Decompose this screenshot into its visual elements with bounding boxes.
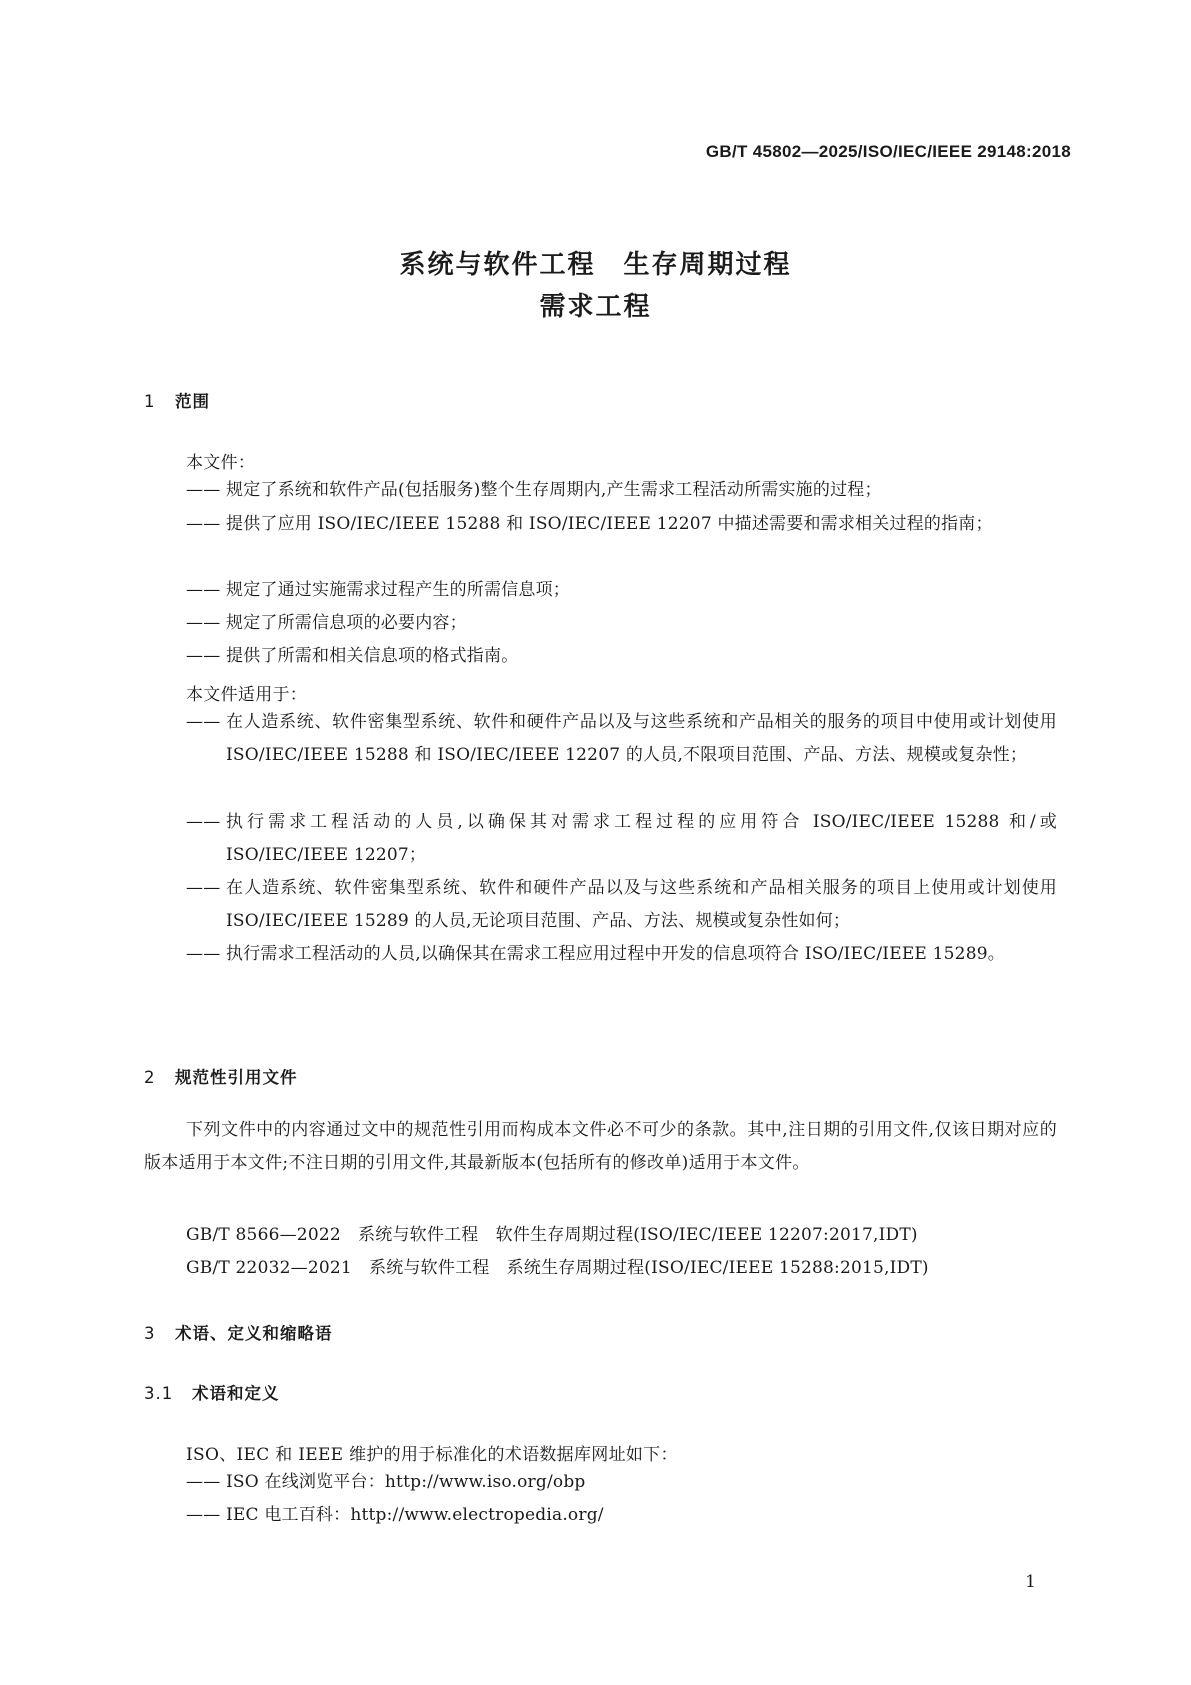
section-number: 2 bbox=[144, 1068, 156, 1087]
scope-intro: 本文件： bbox=[186, 453, 256, 473]
dash-mark: —— bbox=[186, 878, 221, 898]
section-3-heading bbox=[144, 1320, 333, 1344]
dash-mark: —— bbox=[186, 712, 221, 732]
dash-mark: —— bbox=[186, 944, 221, 964]
list-item: —— 规定了通过实施需求过程产生的所需信息项； bbox=[186, 574, 1057, 607]
list-item: —— IEC 电工百科：http://www.electropedia.org/ bbox=[186, 1499, 1057, 1532]
list-item: —— 规定了系统和软件产品(包括服务)整个生存周期内,产生需求工程活动所需实施的过程； bbox=[186, 474, 1057, 507]
list-item: —— 规定了所需信息项的必要内容； bbox=[186, 607, 1057, 640]
dash-mark: —— bbox=[186, 514, 221, 534]
terms-intro: ISO、IEC 和 IEEE 维护的用于标准化的术语数据库网址如下： bbox=[186, 1445, 678, 1465]
list-item: —— 执行需求工程活动的人员,以确保其对需求工程过程的应用符合 ISO/IEC/IEEE 15288 和/或 ISO/IEC/IEEE 12207； bbox=[186, 806, 1057, 872]
list-item: —— 执行需求工程活动的人员,以确保其在需求工程应用过程中开发的信息项符合 ISO/IEC/IEEE 15289。 bbox=[186, 938, 1057, 971]
section-3-1-heading bbox=[144, 1380, 280, 1404]
standard-code: GB/T 45802—2025/ISO/IEC/IEEE 29148:2018 bbox=[705, 142, 1071, 161]
section-number: 1 bbox=[144, 392, 156, 411]
section-title: 术语、定义和缩略语 bbox=[175, 1324, 333, 1343]
page-number: 1 bbox=[1025, 1572, 1036, 1592]
dash-mark: —— bbox=[186, 613, 221, 633]
dash-mark: —— bbox=[186, 646, 221, 666]
section-number: 3 bbox=[144, 1324, 156, 1343]
section-title: 范围 bbox=[175, 392, 210, 411]
dash-mark: —— bbox=[186, 480, 221, 500]
list-item: —— ISO 在线浏览平台：http://www.iso.org/obp bbox=[186, 1466, 1057, 1499]
normative-references-paragraph: 下列文件中的内容通过文中的规范性引用而构成本文件必不可少的条款。其中,注日期的引用文件,仅该日期对应的版本适用于本文件;不注日期的引用文件,其最新版本(包括所有的修改单)适用于本文件。 bbox=[144, 1120, 1057, 1173]
list-item: —— 提供了应用 ISO/IEC/IEEE 15288 和 ISO/IEC/IEEE 12207 中描述需要和需求相关过程的指南； bbox=[186, 508, 1057, 541]
dash-mark: —— bbox=[186, 1472, 221, 1492]
document-title-line2: 需求工程 bbox=[539, 292, 652, 322]
section-title: 规范性引用文件 bbox=[175, 1068, 298, 1087]
section-2-heading bbox=[144, 1064, 298, 1088]
section-1-heading bbox=[144, 388, 210, 412]
dash-mark: —— bbox=[186, 812, 221, 832]
reference-entry: GB/T 8566—2022 系统与软件工程 软件生存周期过程(ISO/IEC/IEEE 12207:2017,IDT) bbox=[186, 1225, 918, 1245]
dash-mark: —— bbox=[186, 1505, 221, 1525]
section-number: 3.1 bbox=[144, 1384, 174, 1403]
section-title: 术语和定义 bbox=[192, 1384, 280, 1403]
applies-intro: 本文件适用于： bbox=[186, 685, 308, 705]
dash-mark: —— bbox=[186, 580, 221, 600]
list-item: —— 在人造系统、软件密集型系统、软件和硬件产品以及与这些系统和产品相关的服务的项目中使用或计划使用 ISO/IEC/IEEE 15288 和 ISO/IEC/IEEE 12207 的人员,不限项目范围、产品、方法、规模或复杂性； bbox=[186, 706, 1057, 772]
list-item: —— 在人造系统、软件密集型系统、软件和硬件产品以及与这些系统和产品相关服务的项目上使用或计划使用 ISO/IEC/IEEE 15289 的人员,无论项目范围、产品、方法、规模或复杂性如何； bbox=[186, 872, 1057, 938]
list-item: —— 提供了所需和相关信息项的格式指南。 bbox=[186, 640, 1057, 673]
document-title-line1: 系统与软件工程 生存周期过程 bbox=[399, 250, 792, 280]
reference-entry: GB/T 22032—2021 系统与软件工程 系统生存周期过程(ISO/IEC/IEEE 15288:2015,IDT) bbox=[186, 1258, 929, 1278]
